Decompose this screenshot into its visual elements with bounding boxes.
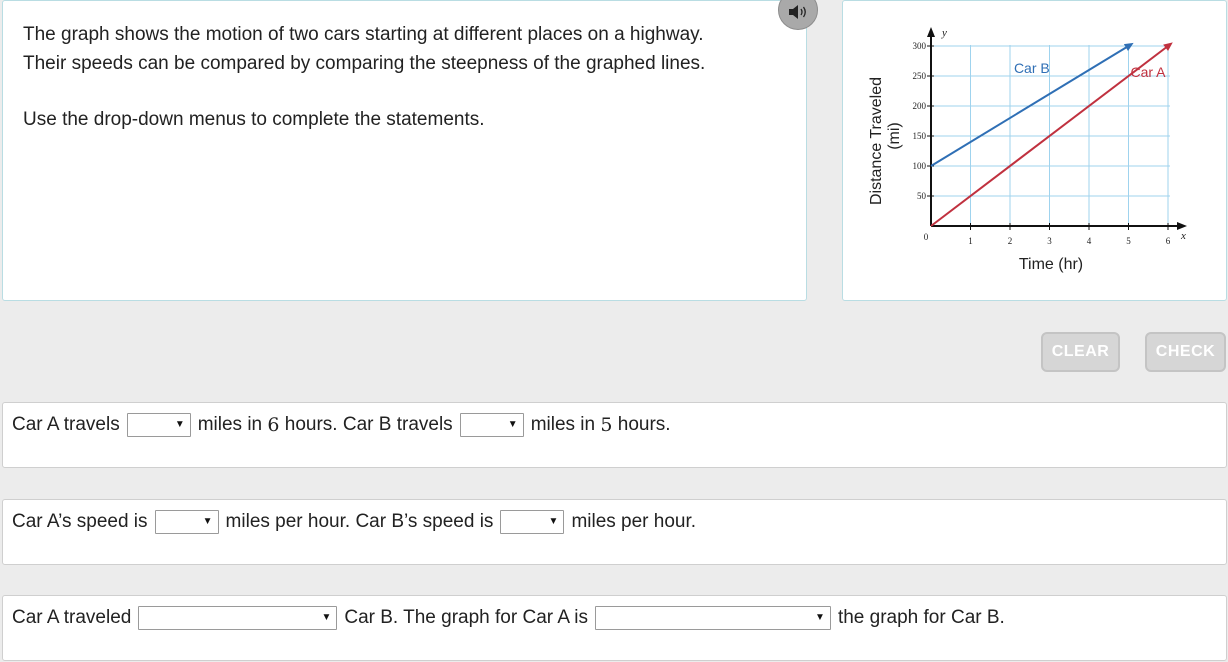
y-tick-label: 50 bbox=[917, 191, 926, 201]
y-axis-arrow bbox=[927, 27, 935, 37]
triangle-down-icon: ▼ bbox=[321, 612, 332, 623]
question-text-line-1: The graph shows the motion of two cars starting at different places on a highway. bbox=[23, 24, 704, 45]
y-tick-label: 300 bbox=[912, 41, 926, 51]
statement-text: miles in bbox=[197, 414, 263, 435]
x-tick-label: 1 bbox=[968, 236, 973, 246]
statement-text: hours. bbox=[617, 414, 671, 435]
x-axis-letter: x bbox=[1181, 230, 1186, 242]
clear-button[interactable]: CLEAR bbox=[1041, 332, 1120, 372]
x-tick-label: 2 bbox=[1007, 236, 1013, 246]
statement-row-1 bbox=[2, 402, 1227, 468]
x-tick-label: 0 bbox=[923, 232, 929, 242]
series-label-car-a: Car A bbox=[1130, 64, 1166, 81]
y-tick-label: 150 bbox=[912, 131, 926, 141]
triangle-down-icon: ▼ bbox=[174, 419, 185, 430]
instruction-text: Use the drop-down menus to complete the statements. bbox=[23, 109, 485, 130]
series-label-car-b: Car B bbox=[1013, 60, 1050, 76]
x-tick-label: 6 bbox=[1165, 236, 1171, 246]
statement-row-3 bbox=[2, 595, 1227, 661]
triangle-down-icon: ▼ bbox=[507, 419, 518, 430]
statement-text: miles per hour. bbox=[571, 511, 697, 532]
car-b-distance-dropdown[interactable] bbox=[460, 413, 524, 437]
car-a-comparison-dropdown[interactable] bbox=[138, 606, 337, 630]
graph-series bbox=[931, 42, 1173, 226]
x-axis-label: Time (hr) bbox=[1018, 256, 1084, 273]
statement-text: miles per hour. Car B’s speed is bbox=[225, 511, 494, 532]
statement-text: Car A traveled bbox=[12, 607, 132, 628]
y-axis-label-line-2: (mi) bbox=[886, 122, 903, 150]
y-tick-label: 200 bbox=[912, 101, 926, 111]
triangle-down-icon: ▼ bbox=[548, 516, 559, 527]
triangle-down-icon: ▼ bbox=[202, 516, 213, 527]
graph-panel bbox=[842, 0, 1227, 301]
statement-text: the graph for Car B. bbox=[837, 607, 1005, 628]
distance-time-graph bbox=[843, 1, 1228, 302]
car-a-distance-dropdown[interactable] bbox=[127, 413, 191, 437]
y-axis-letter: y bbox=[942, 27, 947, 39]
x-tick-label: 4 bbox=[1086, 236, 1092, 246]
hours-value: 6 bbox=[267, 414, 280, 436]
question-text-line-2: Their speeds can be compared by comparing the steepness of the graphed lines. bbox=[23, 53, 706, 74]
y-tick-label: 100 bbox=[912, 161, 926, 171]
statement-text: miles in bbox=[530, 414, 596, 435]
statement-text: Car A’s speed is bbox=[12, 511, 148, 532]
hours-value: 5 bbox=[600, 414, 613, 436]
x-tick-label: 5 bbox=[1126, 236, 1131, 246]
car-a-speed-dropdown[interactable] bbox=[155, 510, 219, 534]
graph-steepness-dropdown[interactable] bbox=[595, 606, 831, 630]
x-tick-label: 3 bbox=[1047, 236, 1052, 246]
statement-text: Car A travels bbox=[12, 414, 120, 435]
check-button[interactable]: CHECK bbox=[1145, 332, 1226, 372]
statement-text: Car B. The graph for Car A is bbox=[344, 607, 588, 628]
x-axis-arrow bbox=[1177, 222, 1187, 230]
y-axis-label-line-1: Distance Traveled bbox=[868, 76, 885, 206]
car-b-speed-dropdown[interactable] bbox=[500, 510, 564, 534]
question-panel bbox=[2, 0, 807, 301]
statement-row-2 bbox=[2, 499, 1227, 565]
y-tick-label: 250 bbox=[912, 71, 926, 81]
triangle-down-icon: ▼ bbox=[815, 612, 825, 623]
speaker-icon bbox=[788, 4, 810, 20]
statement-text: hours. Car B travels bbox=[284, 414, 453, 435]
